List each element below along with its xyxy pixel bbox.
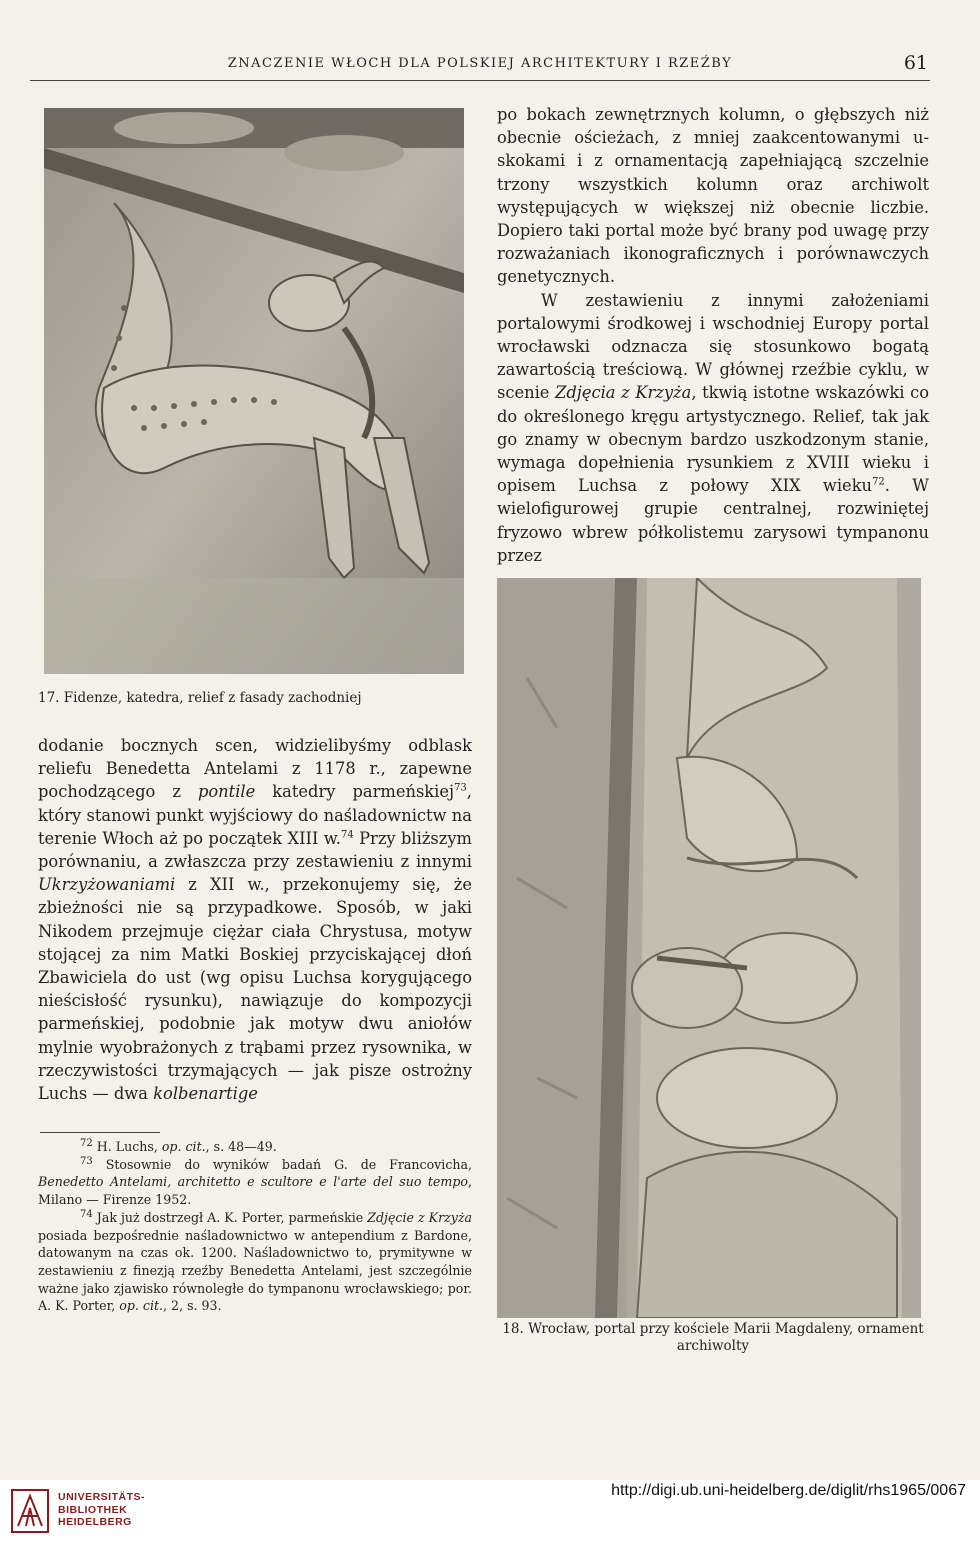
university-library-logo-icon xyxy=(10,1488,50,1534)
right-column-top-text xyxy=(497,103,929,567)
paragraph: W zestawieniu z innymi założeniami portalowymi środkowej i wschodniej Europy portal wrocławski odznacza się stosunkowo bogatą zawartością treściową. W głównej rzeźbie cyklu, w scenie Zdjęcia z Krzyża, tkwią istotne wskazówki co do określonego kręgu artystycznego. Relief, tak jak go znamy w obecnym bardzo uszkodzonym stanie, wymaga dopełnienia rysunkiem z XVIII wieku i opisem Luchsa z połowy XIX wieku$^{72}$. W wielofigurowej grupie centralnej, rozwiniętej fryzowo wbrew półkolistemu zarysowi tympanonu przez xyxy=(497,290,929,565)
dragon-relief-image xyxy=(44,108,464,674)
figure-17-photo xyxy=(44,108,464,674)
source-url-link[interactable]: http://digi.ub.uni-heidelberg.de/diglit/rhs1965/0067 xyxy=(611,1482,966,1499)
footnote-72: $^{72}$ H. Luchs, op. cit., s. 48—49. xyxy=(80,1137,277,1154)
library-name-line: HEIDELBERG xyxy=(58,1516,132,1528)
figure-18-photo xyxy=(497,578,921,1318)
library-name xyxy=(58,1491,145,1529)
library-footer xyxy=(0,1480,980,1541)
library-name-line: UNIVERSITÄTS- xyxy=(58,1491,146,1503)
paragraph: dodanie bocznych scen, widzielibyśmy odblask reliefu Benedetta Antelami z 1178 r., zapewne pochodzącego z pontile katedry parmeńskiej$^{73}$, który stanowi punkt wyjściowy do naśladownictw na terenie Włoch aż po początek XIII w.$^{74}$ Przy bliższym porównaniu, a zwłaszcza przy zestawieniu z innymi Ukrzyżowaniami z XII w., przekonujemy się, że zbieżności nie są przypadkowe. Sposób, w jaki Nikodem przejmuje ciężar ciała Chrystusa, motyw stojącej za nim Matki Boskiej przyciskającej dłoń Zbawiciela do ust (wg opisu Luchsa korygującego nieścisłość rysunku), nawiązuje do kompozycji parmeńskiej, podobnie jak motyw dwu aniołów mylnie wyobrażonych z trąbami przez rysownika, w rzeczywistości trzymających — jak pisze ostrożny Luchs — dwa kolbenartige xyxy=(38,736,472,1104)
figure-18-caption: 18. Wrocław, portal przy kościele Marii Magdaleny, ornament archiwolty xyxy=(502,1321,924,1354)
figure-17-caption: 17. Fidenze, katedra, relief z fasady zachodniej xyxy=(38,690,362,706)
archivolt-ornament-image xyxy=(497,578,921,1318)
page-number: 61 xyxy=(903,52,928,74)
footnote-74: $^{74}$ Jak już dostrzegł A. K. Porter, parmeńskie Zdjęcie z Krzyża posiada bezpośrednie naśladownictwo w antependium z Bardone, datowanym na czas ok. 1200. Naśladownictwo to, prymitywne w zestawieniu z finezją rzeźby Benedetta Antelami, jest szczególnie ważne jako zjawisko równoległe do tympanonu wrocławskiego; por. A. K. Porter, op. cit., 2, s. 93. xyxy=(38,1208,472,1314)
running-header xyxy=(30,54,930,81)
library-name-line: BIBLIOTHEK xyxy=(58,1503,128,1516)
paragraph: po bokach zewnętrznych kolumn, o głębszych niż obecnie ościeżach, z mniej zaakcentowanymi u-skokami i z ornamentacją zapełniającą szczelnie trzony wszystkich kolumn oraz archiwolt występujących w większej niż obecnie liczbie. Dopiero taki portal może być brany pod uwagę przy rozważaniach ikonograficznych i porównawczych genetycznych. xyxy=(497,105,929,287)
footnote-rule xyxy=(40,1132,160,1133)
footnote-73: $^{73}$ Stosownie do wyników badań G. de Francovicha, Benedetto Antelami, architetto e scultore e l'arte del suo tempo, Milano — Firenze 1952. xyxy=(38,1155,472,1208)
running-title: ZNACZENIE WŁOCH DLA POLSKIEJ ARCHITEKTURY I RZEŹBY xyxy=(227,56,733,71)
left-column-bottom-text xyxy=(38,734,472,1105)
footnotes xyxy=(38,1138,472,1315)
